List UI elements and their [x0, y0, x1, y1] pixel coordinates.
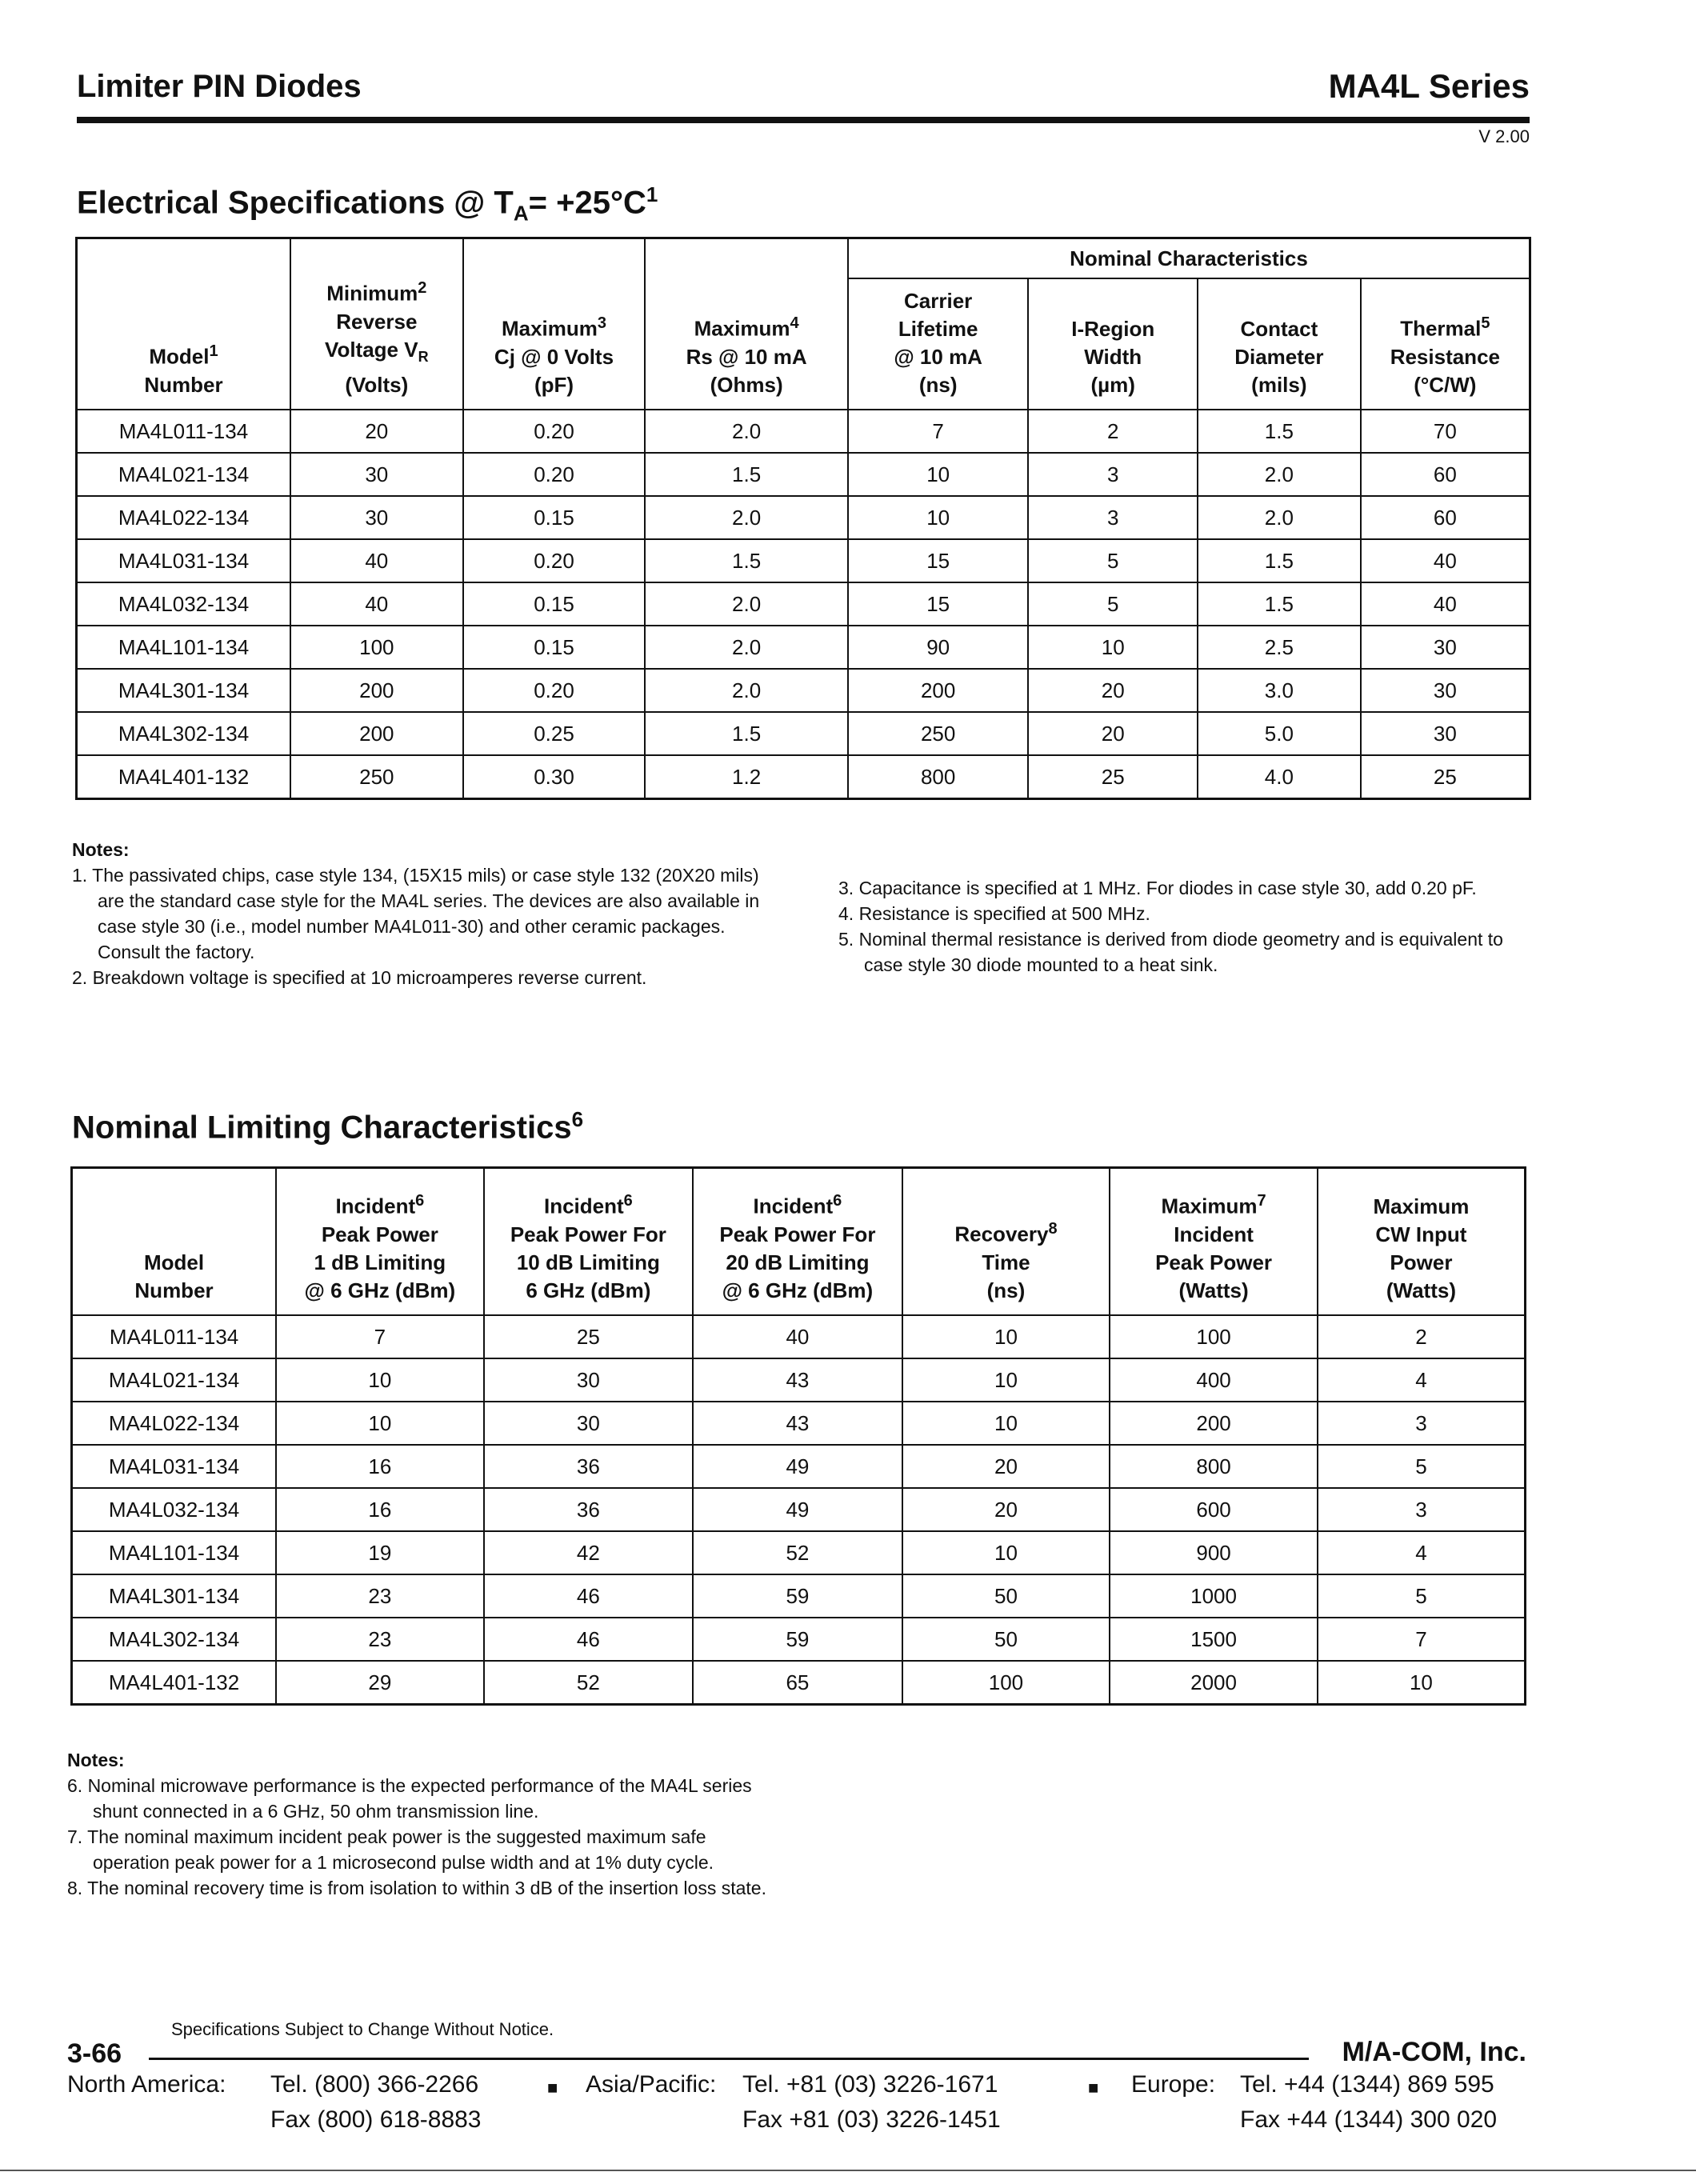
- note-3: 3. Capacitance is specified at 1 MHz. For diodes in case style 30, add 0.20 pF.: [838, 878, 1477, 898]
- table-cell: 50: [902, 1618, 1110, 1661]
- table-row: [77, 539, 1530, 582]
- table-cell: 800: [1110, 1445, 1318, 1488]
- table-cell: 200: [290, 712, 463, 755]
- table-cell: 30: [1361, 626, 1530, 669]
- table-cell: 2.0: [1198, 453, 1361, 496]
- asia-pacific-contact: [742, 2067, 1001, 2138]
- table-cell: 5: [1318, 1445, 1526, 1488]
- notes-heading: Notes:: [72, 839, 130, 860]
- model-number-cell: MA4L032-134: [72, 1488, 277, 1531]
- table-row: [72, 1618, 1526, 1661]
- table-cell: 10: [848, 496, 1029, 539]
- table-row: [77, 669, 1530, 712]
- limiting-body: [72, 1315, 1526, 1705]
- table-row: [77, 626, 1530, 669]
- model-number-cell: MA4L011-134: [72, 1315, 277, 1358]
- table-cell: 0.25: [463, 712, 646, 755]
- table-cell: 90: [848, 626, 1029, 669]
- table-cell: 42: [484, 1531, 694, 1574]
- table-cell: 30: [484, 1358, 694, 1402]
- table-cell: 10: [1318, 1661, 1526, 1705]
- table-cell: 10: [276, 1358, 484, 1402]
- model-number-cell: MA4L021-134: [77, 453, 290, 496]
- table-cell: 59: [693, 1574, 902, 1618]
- table-row: [77, 453, 1530, 496]
- col-header-max-capacitance: Maximum$^3$ Cj @ 0 Volts (pF): [463, 238, 646, 410]
- table-cell: 1500: [1110, 1618, 1318, 1661]
- table-cell: 23: [276, 1574, 484, 1618]
- table-cell: 2.0: [1198, 496, 1361, 539]
- table-cell: 16: [276, 1445, 484, 1488]
- table-cell: 0.20: [463, 539, 646, 582]
- table-cell: 5.0: [1198, 712, 1361, 755]
- model-number-cell: MA4L101-134: [77, 626, 290, 669]
- table-row: [72, 1661, 1526, 1705]
- table-cell: 59: [693, 1618, 902, 1661]
- table-cell: 2.0: [645, 410, 848, 453]
- table-cell: 52: [484, 1661, 694, 1705]
- table-cell: 1.5: [1198, 410, 1361, 453]
- table-cell: 2.0: [645, 582, 848, 626]
- table-cell: 100: [1110, 1315, 1318, 1358]
- table-cell: 4.0: [1198, 755, 1361, 799]
- table-cell: 3: [1028, 453, 1198, 496]
- north-america-fax: Fax (800) 618-8883: [270, 2106, 482, 2133]
- table-cell: 30: [1361, 712, 1530, 755]
- note-8: 8. The nominal recovery time is from isolation to within 3 dB of the insertion loss state.: [67, 1878, 766, 1898]
- table-cell: 36: [484, 1488, 694, 1531]
- europe-label: Europe:: [1131, 2071, 1216, 2098]
- note-7: 7. The nominal maximum incident peak power is the suggested maximum safe operation peak power for a 1 microsecond pulse width and at 1% duty cycle.: [67, 1826, 714, 1873]
- table-row: [77, 712, 1530, 755]
- table-row: [77, 582, 1530, 626]
- table-cell: 20: [290, 410, 463, 453]
- header-rule: [77, 117, 1530, 123]
- table-cell: 36: [484, 1445, 694, 1488]
- model-number-cell: MA4L401-132: [72, 1661, 277, 1705]
- col-header-carrier-lifetime: Carrier Lifetime @ 10 mA (ns): [848, 278, 1029, 410]
- col-header-iregion-width: I-Region Width (µm): [1028, 278, 1198, 410]
- bullet-icon: ■: [1088, 2078, 1099, 2098]
- table-cell: 7: [1318, 1618, 1526, 1661]
- electrical-specs-title: Electrical Specifications @ $T_A= +25^\circ C^1$: [77, 182, 658, 226]
- model-number-cell: MA4L101-134: [72, 1531, 277, 1574]
- table-cell: 70: [1361, 410, 1530, 453]
- document-title: Limiter PIN Diodes: [77, 69, 362, 104]
- col-header-model: Model$^1$ Number: [77, 238, 290, 410]
- table-cell: 250: [848, 712, 1029, 755]
- table-cell: 10: [902, 1358, 1110, 1402]
- table-cell: 100: [902, 1661, 1110, 1705]
- table-cell: 0.20: [463, 410, 646, 453]
- col-header-thermal-resistance: Thermal$^5$ Resistance (°C/W): [1361, 278, 1530, 410]
- table-cell: 20: [902, 1445, 1110, 1488]
- bullet-icon: ■: [547, 2078, 558, 2098]
- version-label: V 2.00: [1478, 126, 1530, 146]
- table-cell: 30: [290, 496, 463, 539]
- electrical-notes-right: [838, 875, 1510, 978]
- table-cell: 40: [1361, 539, 1530, 582]
- note-5: 5. Nominal thermal resistance is derived from diode geometry and is equivalent to case style 30 diode mounted to a heat sink.: [838, 929, 1503, 975]
- model-number-cell: MA4L031-134: [72, 1445, 277, 1488]
- table-row: [72, 1488, 1526, 1531]
- north-america-contact: [270, 2067, 482, 2138]
- table-cell: 40: [1361, 582, 1530, 626]
- table-cell: 10: [1028, 626, 1198, 669]
- table-cell: 600: [1110, 1488, 1318, 1531]
- table-row: [72, 1445, 1526, 1488]
- limiting-table: [70, 1166, 1526, 1706]
- table-cell: 20: [902, 1488, 1110, 1531]
- europe-tel: Tel. +44 (1344) 869 595: [1240, 2071, 1494, 2098]
- table-cell: 25: [484, 1315, 694, 1358]
- table-cell: 2.0: [645, 626, 848, 669]
- table-cell: 100: [290, 626, 463, 669]
- table-cell: 30: [290, 453, 463, 496]
- table-cell: 2.0: [645, 669, 848, 712]
- asia-pacific-label: Asia/Pacific:: [586, 2071, 717, 2098]
- electrical-specs-body: [77, 410, 1530, 799]
- table-cell: 2.0: [645, 496, 848, 539]
- table-cell: 1.2: [645, 755, 848, 799]
- col-header-min-reverse-voltage: Minimum$^2$ Reverse Voltage $V_R$ (Volts): [290, 238, 463, 410]
- table-row: [77, 410, 1530, 453]
- table-row: [72, 1574, 1526, 1618]
- table-cell: 60: [1361, 453, 1530, 496]
- table-cell: 46: [484, 1574, 694, 1618]
- table-cell: 10: [902, 1315, 1110, 1358]
- table-cell: 0.15: [463, 582, 646, 626]
- europe-fax: Fax +44 (1344) 300 020: [1240, 2106, 1498, 2133]
- page-number: 3-66: [67, 2038, 122, 2069]
- page-bottom-rule: [0, 2170, 1696, 2171]
- table-cell: 250: [290, 755, 463, 799]
- note-6: 6. Nominal microwave performance is the expected performance of the MA4L series shunt connected in a 6 GHz, 50 ohm transmission line.: [67, 1775, 752, 1822]
- table-cell: 50: [902, 1574, 1110, 1618]
- table-row: [72, 1531, 1526, 1574]
- col-header-max-peak-power: Maximum$^7$ Incident Peak Power (Watts): [1110, 1168, 1318, 1316]
- table-cell: 15: [848, 582, 1029, 626]
- model-number-cell: MA4L302-134: [72, 1618, 277, 1661]
- table-cell: 0.15: [463, 626, 646, 669]
- table-cell: 10: [902, 1402, 1110, 1445]
- table-cell: 20: [1028, 669, 1198, 712]
- table-cell: 5: [1028, 582, 1198, 626]
- table-row: [72, 1315, 1526, 1358]
- company-name: M/A-COM, Inc.: [1342, 2037, 1526, 2067]
- table-cell: 40: [290, 582, 463, 626]
- table-cell: 7: [276, 1315, 484, 1358]
- table-cell: 20: [1028, 712, 1198, 755]
- table-cell: 800: [848, 755, 1029, 799]
- table-cell: 10: [902, 1531, 1110, 1574]
- table-cell: 43: [693, 1402, 902, 1445]
- north-america-tel: Tel. (800) 366-2266: [270, 2071, 479, 2098]
- table-cell: 10: [848, 453, 1029, 496]
- table-cell: 43: [693, 1358, 902, 1402]
- note-4: 4. Resistance is specified at 500 MHz.: [838, 903, 1150, 924]
- table-cell: 49: [693, 1445, 902, 1488]
- north-america-label: North America:: [67, 2071, 226, 2098]
- note-1: 1. The passivated chips, case style 134, (15X15 mils) or case style 132 (20X20 mils) are the standard case style for the MA4L series. The devices are also available in case style 30 (i.e., model number MA4L011-30) and other ceramic packages. Consult the factory.: [72, 865, 760, 962]
- table-cell: 40: [693, 1315, 902, 1358]
- electrical-specs-table: [75, 237, 1531, 800]
- table-cell: 16: [276, 1488, 484, 1531]
- limiting-notes: [67, 1747, 771, 1901]
- table-cell: 49: [693, 1488, 902, 1531]
- table-cell: 5: [1028, 539, 1198, 582]
- footer-rule: [149, 2058, 1309, 2060]
- table-cell: 1.5: [645, 453, 848, 496]
- table-cell: 2000: [1110, 1661, 1318, 1705]
- table-cell: 900: [1110, 1531, 1318, 1574]
- table-cell: 400: [1110, 1358, 1318, 1402]
- table-cell: 4: [1318, 1531, 1526, 1574]
- table-cell: 40: [290, 539, 463, 582]
- table-cell: 1.5: [1198, 582, 1361, 626]
- col-header-peak-power-10db: Incident$^6$ Peak Power For 10 dB Limiting 6 GHz (dBm): [484, 1168, 694, 1316]
- table-cell: 3: [1318, 1402, 1526, 1445]
- group-header-nominal: Nominal Characteristics: [848, 238, 1530, 279]
- table-row: [77, 755, 1530, 799]
- model-number-cell: MA4L022-134: [72, 1402, 277, 1445]
- table-row: [77, 496, 1530, 539]
- table-cell: 30: [484, 1402, 694, 1445]
- table-cell: 3: [1318, 1488, 1526, 1531]
- asia-pacific-fax: Fax +81 (03) 3226-1451: [742, 2106, 1001, 2133]
- col-header-peak-power-1db: Incident$^6$ Peak Power 1 dB Limiting @ 6 GHz (dBm): [276, 1168, 484, 1316]
- table-cell: 1.5: [645, 539, 848, 582]
- notes-heading: Notes:: [67, 1750, 125, 1770]
- model-number-cell: MA4L031-134: [77, 539, 290, 582]
- table-cell: 46: [484, 1618, 694, 1661]
- table-cell: 29: [276, 1661, 484, 1705]
- table-cell: 23: [276, 1618, 484, 1661]
- table-cell: 4: [1318, 1358, 1526, 1402]
- table-cell: 1.5: [1198, 539, 1361, 582]
- asia-pacific-tel: Tel. +81 (03) 3226-1671: [742, 2071, 998, 2098]
- table-cell: 25: [1361, 755, 1530, 799]
- table-cell: 0.30: [463, 755, 646, 799]
- table-cell: 5: [1318, 1574, 1526, 1618]
- col-header-peak-power-20db: Incident$^6$ Peak Power For 20 dB Limiting @ 6 GHz (dBm): [693, 1168, 902, 1316]
- model-number-cell: MA4L011-134: [77, 410, 290, 453]
- table-cell: 65: [693, 1661, 902, 1705]
- table-cell: 0.15: [463, 496, 646, 539]
- table-cell: 200: [290, 669, 463, 712]
- col-header-contact-diameter: Contact Diameter (mils): [1198, 278, 1361, 410]
- table-row: [72, 1358, 1526, 1402]
- table-cell: 0.20: [463, 669, 646, 712]
- table-cell: 1000: [1110, 1574, 1318, 1618]
- table-cell: 2.5: [1198, 626, 1361, 669]
- table-cell: 7: [848, 410, 1029, 453]
- note-2: 2. Breakdown voltage is specified at 10 microamperes reverse current.: [72, 967, 647, 988]
- col-header-max-cw-power: Maximum CW Input Power (Watts): [1318, 1168, 1526, 1316]
- table-cell: 2: [1318, 1315, 1526, 1358]
- table-cell: 200: [848, 669, 1029, 712]
- col-header-model: Model Number: [72, 1168, 277, 1316]
- model-number-cell: MA4L301-134: [72, 1574, 277, 1618]
- model-number-cell: MA4L022-134: [77, 496, 290, 539]
- table-cell: 3.0: [1198, 669, 1361, 712]
- model-number-cell: MA4L032-134: [77, 582, 290, 626]
- electrical-notes-left: [72, 837, 768, 990]
- specs-notice: Specifications Subject to Change Without Notice.: [171, 2019, 554, 2039]
- model-number-cell: MA4L301-134: [77, 669, 290, 712]
- europe-contact: [1240, 2067, 1497, 2138]
- table-cell: 200: [1110, 1402, 1318, 1445]
- series-title: MA4L Series: [1328, 67, 1530, 105]
- table-cell: 3: [1028, 496, 1198, 539]
- table-cell: 0.20: [463, 453, 646, 496]
- table-cell: 19: [276, 1531, 484, 1574]
- model-number-cell: MA4L021-134: [72, 1358, 277, 1402]
- table-row: [72, 1402, 1526, 1445]
- table-cell: 25: [1028, 755, 1198, 799]
- table-cell: 30: [1361, 669, 1530, 712]
- model-number-cell: MA4L302-134: [77, 712, 290, 755]
- limiting-title: Nominal Limiting Characteristics$^6$: [72, 1107, 584, 1146]
- col-header-recovery-time: Recovery$^8$ Time (ns): [902, 1168, 1110, 1316]
- table-cell: 60: [1361, 496, 1530, 539]
- model-number-cell: MA4L401-132: [77, 755, 290, 799]
- table-cell: 15: [848, 539, 1029, 582]
- col-header-max-resistance: Maximum$^4$ Rs @ 10 mA (Ohms): [645, 238, 848, 410]
- table-cell: 52: [693, 1531, 902, 1574]
- table-cell: 10: [276, 1402, 484, 1445]
- table-cell: 1.5: [645, 712, 848, 755]
- table-cell: 2: [1028, 410, 1198, 453]
